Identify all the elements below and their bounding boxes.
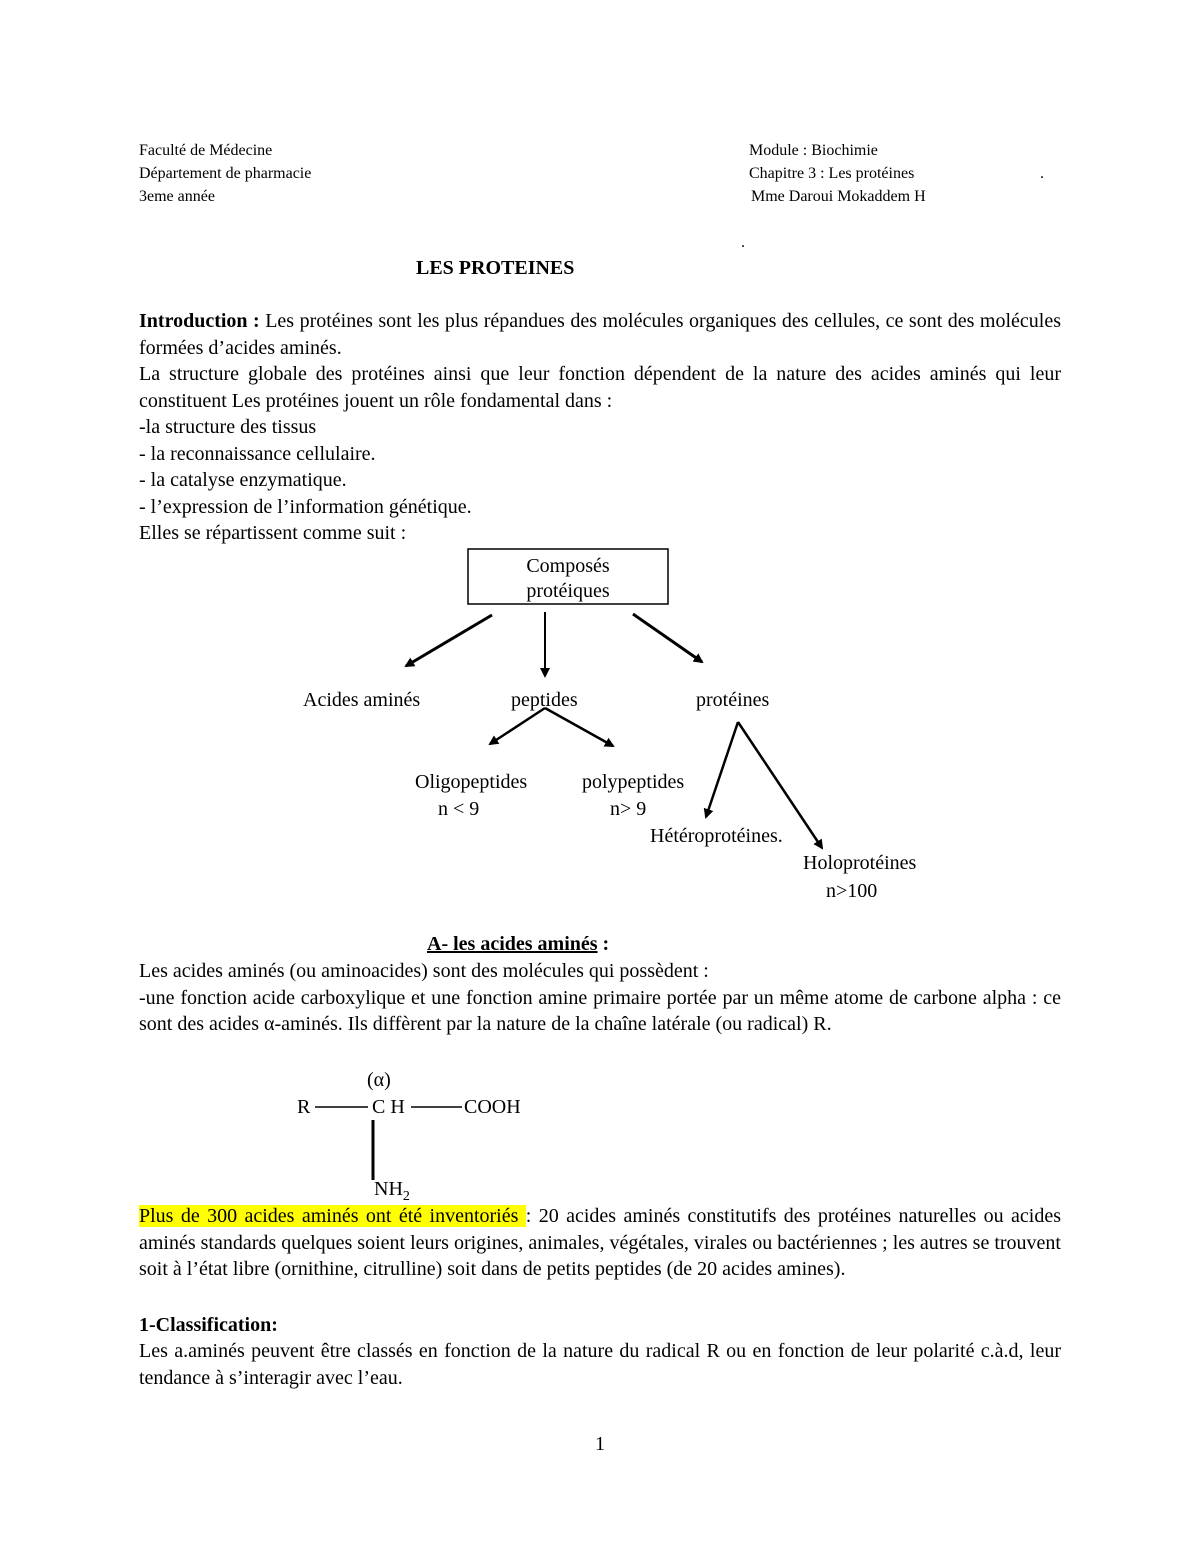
formula-r: R [297, 1096, 311, 1118]
header-author: Mme Daroui Mokaddem H [751, 188, 926, 205]
arrow-oligo [490, 708, 545, 744]
arrow-hetero [706, 722, 738, 817]
node-oligopeptides: Oligopeptides [415, 771, 528, 793]
node-proteines: protéines [696, 689, 770, 711]
formula-nh: NH [374, 1178, 403, 1200]
highlight-rest: : 20 acides aminés constitutifs des protéines naturelles ou acides aminés standards quelques soient leurs origines, animales, végétales, virales ou bactériennes ; les autres se trouvent soit à l’état libre (ornithine, citrulline) soit dans de petits peptides (de 20 acides amines). [139, 1205, 1061, 1280]
intro-label: Introduction : [139, 310, 260, 332]
section-a-heading [427, 931, 609, 958]
list-item: - l’expression de l’information génétique. [139, 495, 472, 518]
intro-text: Les protéines sont les plus répandues des molécules organiques des cellules, ce sont des molécules formées d’acides aminés. [139, 310, 1061, 359]
list-item: -la structure des tissus [139, 416, 317, 438]
intro-structure: La structure globale des protéines ainsi que leur fonction dépendent de la nature des acides aminés qui leur constituent Les protéines jouent un rôle fondamental dans : [139, 363, 1061, 412]
page-number: 1 [595, 1433, 605, 1455]
highlight-paragraph-text [139, 1203, 1061, 1283]
highlight-paragraph [139, 1203, 1061, 1283]
formula-nh2-sub: 2 [402, 1189, 410, 1204]
classification-heading: 1-Classification: [139, 1314, 278, 1336]
node-heteroproteines: Hétéroprotéines. [650, 825, 783, 847]
arrow-poly [545, 708, 613, 746]
header-dot-2: . [741, 234, 745, 251]
header-dot: . [1040, 165, 1044, 182]
node-holoproteines: Holoprotéines [803, 852, 917, 874]
list-item: - la catalyse enzymatique. [139, 469, 347, 491]
arrow-acides [406, 615, 492, 666]
header-department: Département de pharmacie [139, 165, 312, 182]
node-acides-amines: Acides aminés [303, 689, 421, 711]
arrow-proteines [633, 614, 702, 662]
section-a-p2: -une fonction acide carboxylique et une fonction amine primaire portée par un même atome de carbone alpha : ce sont des acides α-aminés. Ils diffèrent par la nature de la chaîne latérale (ou radical) R. [139, 986, 1061, 1035]
highlighted-text: Plus de 300 acides aminés ont été inventoriés [139, 1205, 526, 1227]
section-a-p1: Les acides aminés (ou aminoacides) sont des molécules qui possèdent : [139, 960, 709, 982]
header-module: Module : Biochimie [749, 142, 878, 159]
header-year: 3eme année [139, 188, 215, 205]
classification-text: Les a.aminés peuvent être classés en fonction de la nature du radical R ou en fonction de leur polarité c.à.d, leur tendance à s’interagir avec l’eau. [139, 1340, 1061, 1389]
node-holo-n: n>100 [826, 880, 878, 902]
root-label-2: protéiques [526, 580, 610, 602]
node-peptides: peptides [511, 689, 578, 711]
section-a-colon: : [597, 933, 610, 955]
page-title: LES PROTEINES [416, 257, 575, 279]
formula-ch: C H [372, 1096, 405, 1118]
header-chapter: Chapitre 3 : Les protéines [749, 165, 915, 182]
intro-split: Elles se répartissent comme suit : [139, 522, 407, 544]
formula-alpha: (α) [367, 1069, 391, 1091]
list-item: - la reconnaissance cellulaire. [139, 442, 376, 465]
header-faculty: Faculté de Médecine [139, 142, 273, 159]
section-a-title: A- les acides aminés [427, 933, 598, 955]
node-oligo-n: n < 9 [438, 798, 480, 820]
node-polypeptides: polypeptides [582, 771, 685, 793]
formula-cooh: COOH [464, 1096, 521, 1118]
section-a-body [139, 958, 1061, 1038]
node-poly-n: n> 9 [610, 798, 647, 820]
root-label-1: Composés [526, 555, 610, 577]
